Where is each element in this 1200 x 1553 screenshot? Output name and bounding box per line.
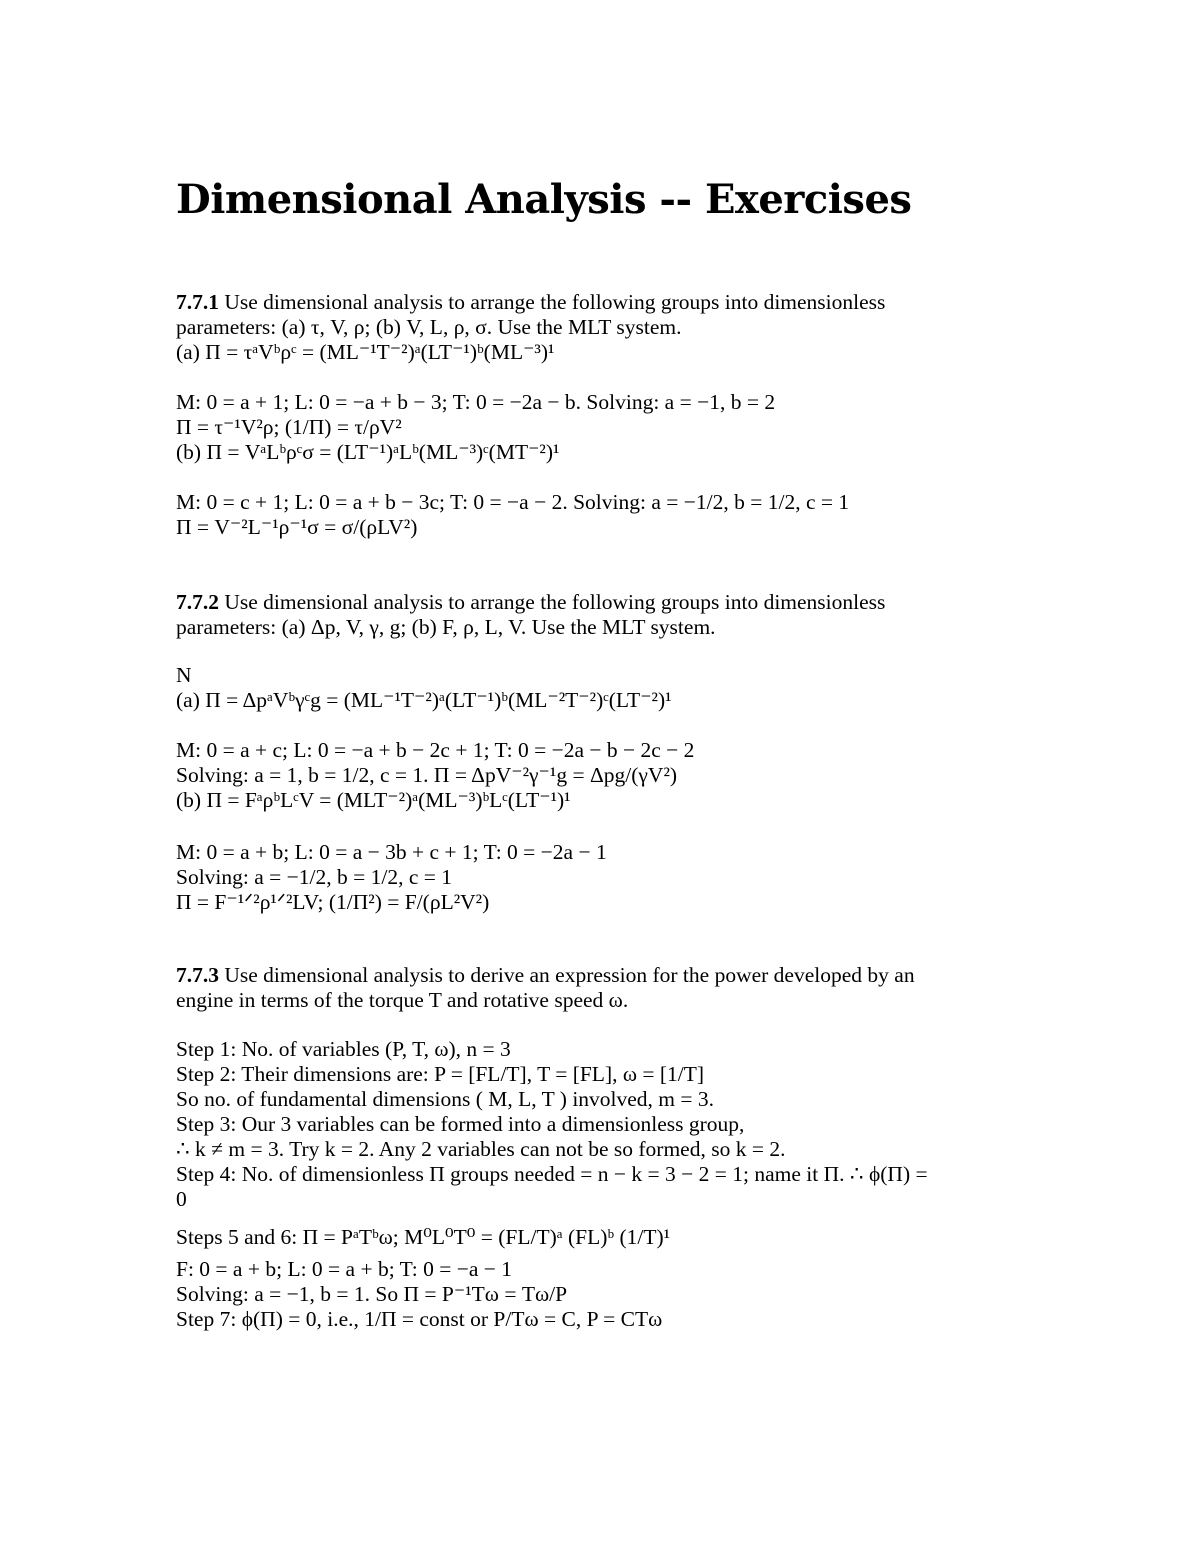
text-line (176, 490, 849, 515)
line-text: 0 (176, 1187, 187, 1211)
line-text: Step 2: Their dimensions are: P = [FL/T], T = [FL], ω = [1/T] (176, 1062, 705, 1086)
text-line (176, 1037, 511, 1062)
text-line (176, 988, 628, 1013)
line-text: Use dimensional analysis to derive an expression for the power developed by an (219, 963, 915, 987)
text-line (176, 788, 571, 813)
line-text: (a) Π = ΔpᵃVᵇγᶜg = (ML⁻¹T⁻²)ᵃ(LT⁻¹)ᵇ(ML⁻²T⁻²)ᶜ(LT⁻²)¹ (176, 688, 672, 712)
line-text: Π = F⁻¹ᐟ²ρ¹ᐟ²LV; (1/Π²) = F/(ρL²V²) (176, 890, 490, 914)
text-line (176, 663, 192, 688)
line-text: Solving: a = 1, b = 1/2, c = 1. Π = ΔpV⁻²γ⁻¹g = Δpg/(γV²) (176, 763, 678, 787)
text-line (176, 865, 452, 890)
page-title: Dimensional Analysis -- Exercises (176, 176, 912, 223)
line-text: (b) Π = VᵃLᵇρᶜσ = (LT⁻¹)ᵃLᵇ(ML⁻³)ᶜ(MT⁻²)¹ (176, 440, 560, 464)
line-text: (a) Π = τᵃVᵇρᶜ = (ML⁻¹T⁻²)ᵃ(LT⁻¹)ᵇ(ML⁻³)¹ (176, 340, 555, 364)
exercise-number: 7.7.3 (176, 963, 219, 987)
exercise-number: 7.7.1 (176, 290, 219, 314)
line-text: Step 1: No. of variables (P, T, ω), n = 3 (176, 1037, 511, 1061)
line-text: (b) Π = FᵃρᵇLᶜV = (MLT⁻²)ᵃ(ML⁻³)ᵇLᶜ(LT⁻¹)¹ (176, 788, 571, 812)
text-line (176, 315, 681, 340)
line-text: parameters: (a) τ, V, ρ; (b) V, L, ρ, σ. Use the MLT system. (176, 315, 682, 339)
text-line (176, 340, 555, 365)
line-text: M: 0 = a + 1; L: 0 = −a + b − 3; T: 0 = −2a − b. Solving: a = −1, b = 2 (176, 390, 776, 414)
text-line (176, 390, 775, 415)
line-text: engine in terms of the torque T and rotative speed ω. (176, 988, 629, 1012)
text-line (176, 890, 489, 915)
exercise-heading (176, 290, 885, 315)
text-line (176, 1112, 744, 1137)
line-text: Solving: a = −1/2, b = 1/2, c = 1 (176, 865, 453, 889)
text-line (176, 1087, 714, 1112)
text-line (176, 415, 402, 440)
line-text: Π = V⁻²L⁻¹ρ⁻¹σ = σ/(ρLV²) (176, 515, 418, 539)
line-text: M: 0 = a + b; L: 0 = a − 3b + c + 1; T: 0 = −2a − 1 (176, 840, 607, 864)
text-line (176, 440, 559, 465)
text-line (176, 1307, 662, 1332)
text-line (176, 515, 417, 540)
line-text: Solving: a = −1, b = 1. So Π = P⁻¹Tω = Tω/P (176, 1282, 568, 1306)
line-text: N (176, 663, 192, 687)
line-text: Π = τ⁻¹V²ρ; (1/Π) = τ/ρV² (176, 415, 402, 439)
line-text: Step 7: ϕ(Π) = 0, i.e., 1/Π = const or P/Tω = C, P = CTω (176, 1307, 663, 1331)
line-text: M: 0 = c + 1; L: 0 = a + b − 3c; T: 0 = −a − 2. Solving: a = −1/2, b = 1/2, c = 1 (176, 490, 850, 514)
line-text: So no. of fundamental dimensions ( M, L, T ) involved, m = 3. (176, 1087, 715, 1111)
text-line (176, 688, 672, 713)
text-line (176, 738, 694, 763)
line-text: Step 3: Our 3 variables can be formed into a dimensionless group, (176, 1112, 745, 1136)
text-line (176, 1282, 567, 1307)
exercise-number: 7.7.2 (176, 590, 219, 614)
line-text: Step 4: No. of dimensionless Π groups needed = n − k = 3 − 2 = 1; name it Π. ∴ ϕ(Π) = (176, 1162, 928, 1186)
text-line (176, 615, 716, 640)
line-text: Steps 5 and 6: Π = PᵃTᵇω; M⁰L⁰T⁰ = (FL/T)ᵃ (FL)ᵇ (1/T)¹ (176, 1225, 671, 1249)
line-text: Use dimensional analysis to arrange the following groups into dimensionless (219, 290, 886, 314)
text-line (176, 840, 607, 865)
text-line (176, 763, 677, 788)
exercise-heading (176, 963, 915, 988)
line-text: F: 0 = a + b; L: 0 = a + b; T: 0 = −a − 1 (176, 1257, 513, 1281)
text-line (176, 1137, 785, 1162)
line-text: parameters: (a) Δp, V, γ, g; (b) F, ρ, L, V. Use the MLT system. (176, 615, 716, 639)
text-line (176, 1187, 187, 1212)
line-text: ∴ k ≠ m = 3. Try k = 2. Any 2 variables can not be so formed, so k = 2. (176, 1137, 786, 1161)
text-line (176, 1062, 704, 1087)
line-text: M: 0 = a + c; L: 0 = −a + b − 2c + 1; T: 0 = −2a − b − 2c − 2 (176, 738, 695, 762)
text-line (176, 1225, 670, 1250)
text-line (176, 1162, 928, 1187)
line-text: Use dimensional analysis to arrange the following groups into dimensionless (219, 590, 886, 614)
text-line (176, 1257, 512, 1282)
exercise-heading (176, 590, 885, 615)
